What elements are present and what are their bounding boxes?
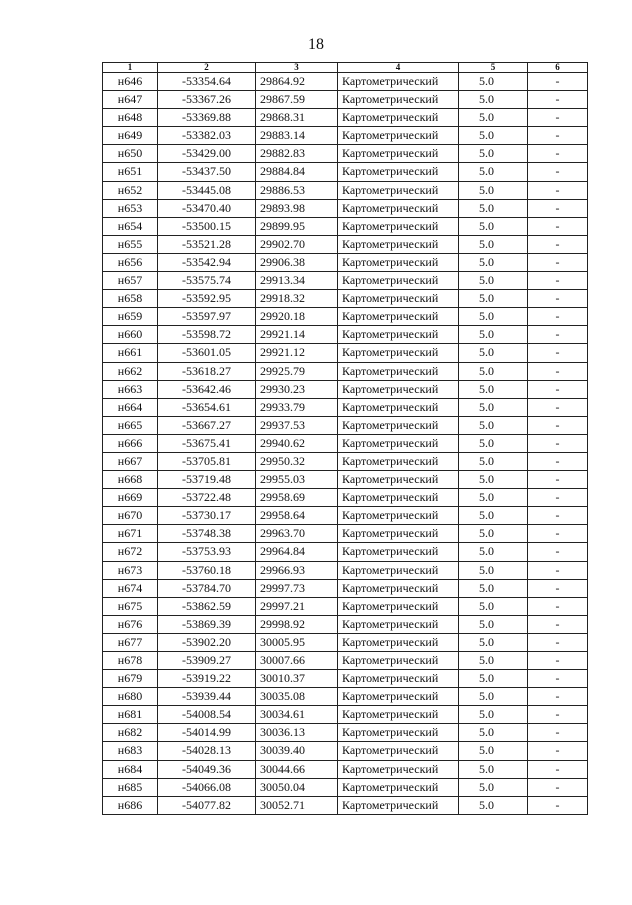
method-cell: Картометрический — [338, 471, 459, 489]
x-coordinate-cell: -53654.61 — [158, 398, 256, 416]
accuracy-cell: 5.0 — [459, 326, 528, 344]
point-id-cell: н650 — [103, 145, 158, 163]
y-coordinate-cell: 29997.73 — [256, 579, 338, 597]
point-id-cell: н646 — [103, 73, 158, 91]
y-coordinate-cell: 30050.04 — [256, 778, 338, 796]
x-coordinate-cell: -53369.88 — [158, 109, 256, 127]
point-id-cell: н657 — [103, 272, 158, 290]
table-row — [103, 163, 588, 181]
accuracy-cell: 5.0 — [459, 688, 528, 706]
accuracy-cell: 5.0 — [459, 434, 528, 452]
table-row — [103, 489, 588, 507]
table-row — [103, 362, 588, 380]
point-id-cell: н647 — [103, 91, 158, 109]
y-coordinate-cell: 29883.14 — [256, 127, 338, 145]
note-cell: - — [528, 109, 588, 127]
point-id-cell: н648 — [103, 109, 158, 127]
point-id-cell: н662 — [103, 362, 158, 380]
y-coordinate-cell: 29925.79 — [256, 362, 338, 380]
x-coordinate-cell: -53784.70 — [158, 579, 256, 597]
accuracy-cell: 5.0 — [459, 633, 528, 651]
method-cell: Картометрический — [338, 615, 459, 633]
method-cell: Картометрический — [338, 145, 459, 163]
point-id-cell: н674 — [103, 579, 158, 597]
y-coordinate-cell: 29867.59 — [256, 91, 338, 109]
accuracy-cell: 5.0 — [459, 308, 528, 326]
point-id-cell: н683 — [103, 742, 158, 760]
note-cell: - — [528, 127, 588, 145]
x-coordinate-cell: -53722.48 — [158, 489, 256, 507]
accuracy-cell: 5.0 — [459, 398, 528, 416]
table-row — [103, 416, 588, 434]
accuracy-cell: 5.0 — [459, 471, 528, 489]
point-id-cell: н679 — [103, 670, 158, 688]
column-header-1: 1 — [103, 63, 158, 73]
x-coordinate-cell: -53618.27 — [158, 362, 256, 380]
point-id-cell: н663 — [103, 380, 158, 398]
x-coordinate-cell: -53500.15 — [158, 217, 256, 235]
table-row — [103, 308, 588, 326]
point-id-cell: н661 — [103, 344, 158, 362]
table-row — [103, 434, 588, 452]
table-row — [103, 127, 588, 145]
x-coordinate-cell: -53597.97 — [158, 308, 256, 326]
method-cell: Картометрический — [338, 434, 459, 452]
table-row — [103, 724, 588, 742]
accuracy-cell: 5.0 — [459, 163, 528, 181]
accuracy-cell: 5.0 — [459, 489, 528, 507]
accuracy-cell: 5.0 — [459, 235, 528, 253]
method-cell: Картометрический — [338, 724, 459, 742]
y-coordinate-cell: 29958.69 — [256, 489, 338, 507]
note-cell: - — [528, 434, 588, 452]
method-cell: Картометрический — [338, 778, 459, 796]
note-cell: - — [528, 199, 588, 217]
table-row — [103, 633, 588, 651]
table-row — [103, 452, 588, 470]
table-row — [103, 235, 588, 253]
table-row — [103, 380, 588, 398]
method-cell: Картометрический — [338, 163, 459, 181]
y-coordinate-cell: 29906.38 — [256, 253, 338, 271]
accuracy-cell: 5.0 — [459, 742, 528, 760]
table-row — [103, 760, 588, 778]
table-row — [103, 796, 588, 814]
note-cell: - — [528, 308, 588, 326]
point-id-cell: н686 — [103, 796, 158, 814]
table-row — [103, 109, 588, 127]
y-coordinate-cell: 29998.92 — [256, 615, 338, 633]
note-cell: - — [528, 652, 588, 670]
x-coordinate-cell: -53592.95 — [158, 290, 256, 308]
method-cell: Картометрический — [338, 796, 459, 814]
table-row — [103, 688, 588, 706]
y-coordinate-cell: 29918.32 — [256, 290, 338, 308]
table-row — [103, 326, 588, 344]
method-cell: Картометрический — [338, 272, 459, 290]
note-cell: - — [528, 724, 588, 742]
note-cell: - — [528, 290, 588, 308]
note-cell: - — [528, 326, 588, 344]
note-cell: - — [528, 543, 588, 561]
x-coordinate-cell: -53367.26 — [158, 91, 256, 109]
x-coordinate-cell: -53354.64 — [158, 73, 256, 91]
coordinates-table — [102, 62, 588, 815]
method-cell: Картометрический — [338, 543, 459, 561]
x-coordinate-cell: -54066.08 — [158, 778, 256, 796]
point-id-cell: н678 — [103, 652, 158, 670]
x-coordinate-cell: -53753.93 — [158, 543, 256, 561]
table-header-row — [103, 63, 588, 73]
y-coordinate-cell: 29921.12 — [256, 344, 338, 362]
x-coordinate-cell: -53705.81 — [158, 452, 256, 470]
y-coordinate-cell: 29940.62 — [256, 434, 338, 452]
method-cell: Картометрический — [338, 253, 459, 271]
y-coordinate-cell: 29958.64 — [256, 507, 338, 525]
note-cell: - — [528, 398, 588, 416]
point-id-cell: н676 — [103, 615, 158, 633]
table-row — [103, 543, 588, 561]
accuracy-cell: 5.0 — [459, 796, 528, 814]
table-row — [103, 290, 588, 308]
point-id-cell: н658 — [103, 290, 158, 308]
y-coordinate-cell: 29886.53 — [256, 181, 338, 199]
x-coordinate-cell: -53675.41 — [158, 434, 256, 452]
accuracy-cell: 5.0 — [459, 199, 528, 217]
y-coordinate-cell: 29966.93 — [256, 561, 338, 579]
y-coordinate-cell: 30035.08 — [256, 688, 338, 706]
table-row — [103, 471, 588, 489]
column-header-4: 4 — [338, 63, 459, 73]
method-cell: Картометрический — [338, 525, 459, 543]
y-coordinate-cell: 29884.84 — [256, 163, 338, 181]
accuracy-cell: 5.0 — [459, 670, 528, 688]
y-coordinate-cell: 29937.53 — [256, 416, 338, 434]
y-coordinate-cell: 29913.34 — [256, 272, 338, 290]
x-coordinate-cell: -53642.46 — [158, 380, 256, 398]
y-coordinate-cell: 29899.95 — [256, 217, 338, 235]
note-cell: - — [528, 344, 588, 362]
x-coordinate-cell: -53445.08 — [158, 181, 256, 199]
method-cell: Картометрический — [338, 380, 459, 398]
point-id-cell: н672 — [103, 543, 158, 561]
note-cell: - — [528, 181, 588, 199]
y-coordinate-cell: 29882.83 — [256, 145, 338, 163]
method-cell: Картометрический — [338, 344, 459, 362]
table-row — [103, 778, 588, 796]
point-id-cell: н656 — [103, 253, 158, 271]
y-coordinate-cell: 29997.21 — [256, 597, 338, 615]
point-id-cell: н682 — [103, 724, 158, 742]
method-cell: Картометрический — [338, 73, 459, 91]
accuracy-cell: 5.0 — [459, 579, 528, 597]
x-coordinate-cell: -53760.18 — [158, 561, 256, 579]
table-row — [103, 579, 588, 597]
table-row — [103, 706, 588, 724]
accuracy-cell: 5.0 — [459, 507, 528, 525]
point-id-cell: н653 — [103, 199, 158, 217]
x-coordinate-cell: -53667.27 — [158, 416, 256, 434]
table-row — [103, 73, 588, 91]
note-cell: - — [528, 778, 588, 796]
table-row — [103, 181, 588, 199]
accuracy-cell: 5.0 — [459, 543, 528, 561]
column-header-5: 5 — [459, 63, 528, 73]
method-cell: Картометрический — [338, 398, 459, 416]
table-row — [103, 272, 588, 290]
point-id-cell: н680 — [103, 688, 158, 706]
point-id-cell: н677 — [103, 633, 158, 651]
method-cell: Картометрический — [338, 633, 459, 651]
method-cell: Картометрический — [338, 507, 459, 525]
table-row — [103, 652, 588, 670]
y-coordinate-cell: 29893.98 — [256, 199, 338, 217]
method-cell: Картометрический — [338, 127, 459, 145]
x-coordinate-cell: -53909.27 — [158, 652, 256, 670]
method-cell: Картометрический — [338, 235, 459, 253]
y-coordinate-cell: 30007.66 — [256, 652, 338, 670]
point-id-cell: н649 — [103, 127, 158, 145]
accuracy-cell: 5.0 — [459, 127, 528, 145]
accuracy-cell: 5.0 — [459, 91, 528, 109]
note-cell: - — [528, 633, 588, 651]
accuracy-cell: 5.0 — [459, 380, 528, 398]
point-id-cell: н685 — [103, 778, 158, 796]
table-row — [103, 199, 588, 217]
table-row — [103, 561, 588, 579]
point-id-cell: н667 — [103, 452, 158, 470]
table-row — [103, 91, 588, 109]
note-cell: - — [528, 217, 588, 235]
method-cell: Картометрический — [338, 109, 459, 127]
page-number: 18 — [308, 36, 324, 53]
method-cell: Картометрический — [338, 326, 459, 344]
x-coordinate-cell: -53382.03 — [158, 127, 256, 145]
point-id-cell: н666 — [103, 434, 158, 452]
note-cell: - — [528, 615, 588, 633]
method-cell: Картометрический — [338, 688, 459, 706]
accuracy-cell: 5.0 — [459, 181, 528, 199]
table-row — [103, 253, 588, 271]
note-cell: - — [528, 688, 588, 706]
x-coordinate-cell: -53730.17 — [158, 507, 256, 525]
y-coordinate-cell: 29963.70 — [256, 525, 338, 543]
method-cell: Картометрический — [338, 416, 459, 434]
point-id-cell: н671 — [103, 525, 158, 543]
y-coordinate-cell: 29955.03 — [256, 471, 338, 489]
y-coordinate-cell: 29902.70 — [256, 235, 338, 253]
method-cell: Картометрический — [338, 652, 459, 670]
method-cell: Картометрический — [338, 199, 459, 217]
note-cell: - — [528, 380, 588, 398]
y-coordinate-cell: 30010.37 — [256, 670, 338, 688]
point-id-cell: н655 — [103, 235, 158, 253]
method-cell: Картометрический — [338, 670, 459, 688]
point-id-cell: н670 — [103, 507, 158, 525]
accuracy-cell: 5.0 — [459, 760, 528, 778]
note-cell: - — [528, 507, 588, 525]
note-cell: - — [528, 742, 588, 760]
method-cell: Картометрический — [338, 91, 459, 109]
accuracy-cell: 5.0 — [459, 344, 528, 362]
y-coordinate-cell: 29930.23 — [256, 380, 338, 398]
x-coordinate-cell: -54014.99 — [158, 724, 256, 742]
x-coordinate-cell: -53939.44 — [158, 688, 256, 706]
y-coordinate-cell: 30034.61 — [256, 706, 338, 724]
note-cell: - — [528, 670, 588, 688]
y-coordinate-cell: 30036.13 — [256, 724, 338, 742]
method-cell: Картометрический — [338, 561, 459, 579]
note-cell: - — [528, 362, 588, 380]
accuracy-cell: 5.0 — [459, 615, 528, 633]
table-row — [103, 398, 588, 416]
x-coordinate-cell: -53598.72 — [158, 326, 256, 344]
table-row — [103, 145, 588, 163]
y-coordinate-cell: 29864.92 — [256, 73, 338, 91]
table-row — [103, 344, 588, 362]
x-coordinate-cell: -53719.48 — [158, 471, 256, 489]
y-coordinate-cell: 29933.79 — [256, 398, 338, 416]
x-coordinate-cell: -53902.20 — [158, 633, 256, 651]
column-header-2: 2 — [158, 63, 256, 73]
point-id-cell: н684 — [103, 760, 158, 778]
method-cell: Картометрический — [338, 760, 459, 778]
x-coordinate-cell: -54049.36 — [158, 760, 256, 778]
y-coordinate-cell: 30052.71 — [256, 796, 338, 814]
method-cell: Картометрический — [338, 489, 459, 507]
point-id-cell: н665 — [103, 416, 158, 434]
accuracy-cell: 5.0 — [459, 362, 528, 380]
table-body — [103, 73, 588, 815]
accuracy-cell: 5.0 — [459, 73, 528, 91]
y-coordinate-cell: 29868.31 — [256, 109, 338, 127]
accuracy-cell: 5.0 — [459, 706, 528, 724]
point-id-cell: н651 — [103, 163, 158, 181]
accuracy-cell: 5.0 — [459, 416, 528, 434]
note-cell: - — [528, 489, 588, 507]
method-cell: Картометрический — [338, 452, 459, 470]
note-cell: - — [528, 235, 588, 253]
method-cell: Картометрический — [338, 362, 459, 380]
x-coordinate-cell: -54077.82 — [158, 796, 256, 814]
note-cell: - — [528, 272, 588, 290]
x-coordinate-cell: -53542.94 — [158, 253, 256, 271]
accuracy-cell: 5.0 — [459, 253, 528, 271]
x-coordinate-cell: -53919.22 — [158, 670, 256, 688]
note-cell: - — [528, 760, 588, 778]
x-coordinate-cell: -53869.39 — [158, 615, 256, 633]
accuracy-cell: 5.0 — [459, 452, 528, 470]
note-cell: - — [528, 73, 588, 91]
x-coordinate-cell: -53521.28 — [158, 235, 256, 253]
note-cell: - — [528, 525, 588, 543]
point-id-cell: н681 — [103, 706, 158, 724]
x-coordinate-cell: -54008.54 — [158, 706, 256, 724]
column-header-6: 6 — [528, 63, 588, 73]
y-coordinate-cell: 29964.84 — [256, 543, 338, 561]
note-cell: - — [528, 163, 588, 181]
y-coordinate-cell: 29921.14 — [256, 326, 338, 344]
x-coordinate-cell: -53748.38 — [158, 525, 256, 543]
note-cell: - — [528, 706, 588, 724]
x-coordinate-cell: -53862.59 — [158, 597, 256, 615]
note-cell: - — [528, 91, 588, 109]
y-coordinate-cell: 30044.66 — [256, 760, 338, 778]
x-coordinate-cell: -53470.40 — [158, 199, 256, 217]
x-coordinate-cell: -53575.74 — [158, 272, 256, 290]
method-cell: Картометрический — [338, 579, 459, 597]
table-row — [103, 597, 588, 615]
accuracy-cell: 5.0 — [459, 109, 528, 127]
table-row — [103, 217, 588, 235]
accuracy-cell: 5.0 — [459, 525, 528, 543]
method-cell: Картометрический — [338, 597, 459, 615]
x-coordinate-cell: -53601.05 — [158, 344, 256, 362]
point-id-cell: н654 — [103, 217, 158, 235]
note-cell: - — [528, 471, 588, 489]
method-cell: Картометрический — [338, 181, 459, 199]
accuracy-cell: 5.0 — [459, 290, 528, 308]
table-row — [103, 525, 588, 543]
point-id-cell: н659 — [103, 308, 158, 326]
point-id-cell: н668 — [103, 471, 158, 489]
note-cell: - — [528, 561, 588, 579]
method-cell: Картометрический — [338, 742, 459, 760]
accuracy-cell: 5.0 — [459, 217, 528, 235]
point-id-cell: н673 — [103, 561, 158, 579]
note-cell: - — [528, 579, 588, 597]
x-coordinate-cell: -53437.50 — [158, 163, 256, 181]
x-coordinate-cell: -53429.00 — [158, 145, 256, 163]
y-coordinate-cell: 29920.18 — [256, 308, 338, 326]
note-cell: - — [528, 597, 588, 615]
accuracy-cell: 5.0 — [459, 778, 528, 796]
method-cell: Картометрический — [338, 308, 459, 326]
accuracy-cell: 5.0 — [459, 272, 528, 290]
y-coordinate-cell: 30039.40 — [256, 742, 338, 760]
table-row — [103, 670, 588, 688]
point-id-cell: н660 — [103, 326, 158, 344]
accuracy-cell: 5.0 — [459, 652, 528, 670]
table-row — [103, 742, 588, 760]
note-cell: - — [528, 145, 588, 163]
note-cell: - — [528, 253, 588, 271]
table-row — [103, 507, 588, 525]
y-coordinate-cell: 30005.95 — [256, 633, 338, 651]
note-cell: - — [528, 416, 588, 434]
note-cell: - — [528, 452, 588, 470]
point-id-cell: н664 — [103, 398, 158, 416]
method-cell: Картометрический — [338, 290, 459, 308]
accuracy-cell: 5.0 — [459, 145, 528, 163]
accuracy-cell: 5.0 — [459, 561, 528, 579]
y-coordinate-cell: 29950.32 — [256, 452, 338, 470]
x-coordinate-cell: -54028.13 — [158, 742, 256, 760]
method-cell: Картометрический — [338, 217, 459, 235]
point-id-cell: н669 — [103, 489, 158, 507]
point-id-cell: н652 — [103, 181, 158, 199]
method-cell: Картометрический — [338, 706, 459, 724]
accuracy-cell: 5.0 — [459, 724, 528, 742]
note-cell: - — [528, 796, 588, 814]
column-header-3: 3 — [256, 63, 338, 73]
table-row — [103, 615, 588, 633]
point-id-cell: н675 — [103, 597, 158, 615]
accuracy-cell: 5.0 — [459, 597, 528, 615]
